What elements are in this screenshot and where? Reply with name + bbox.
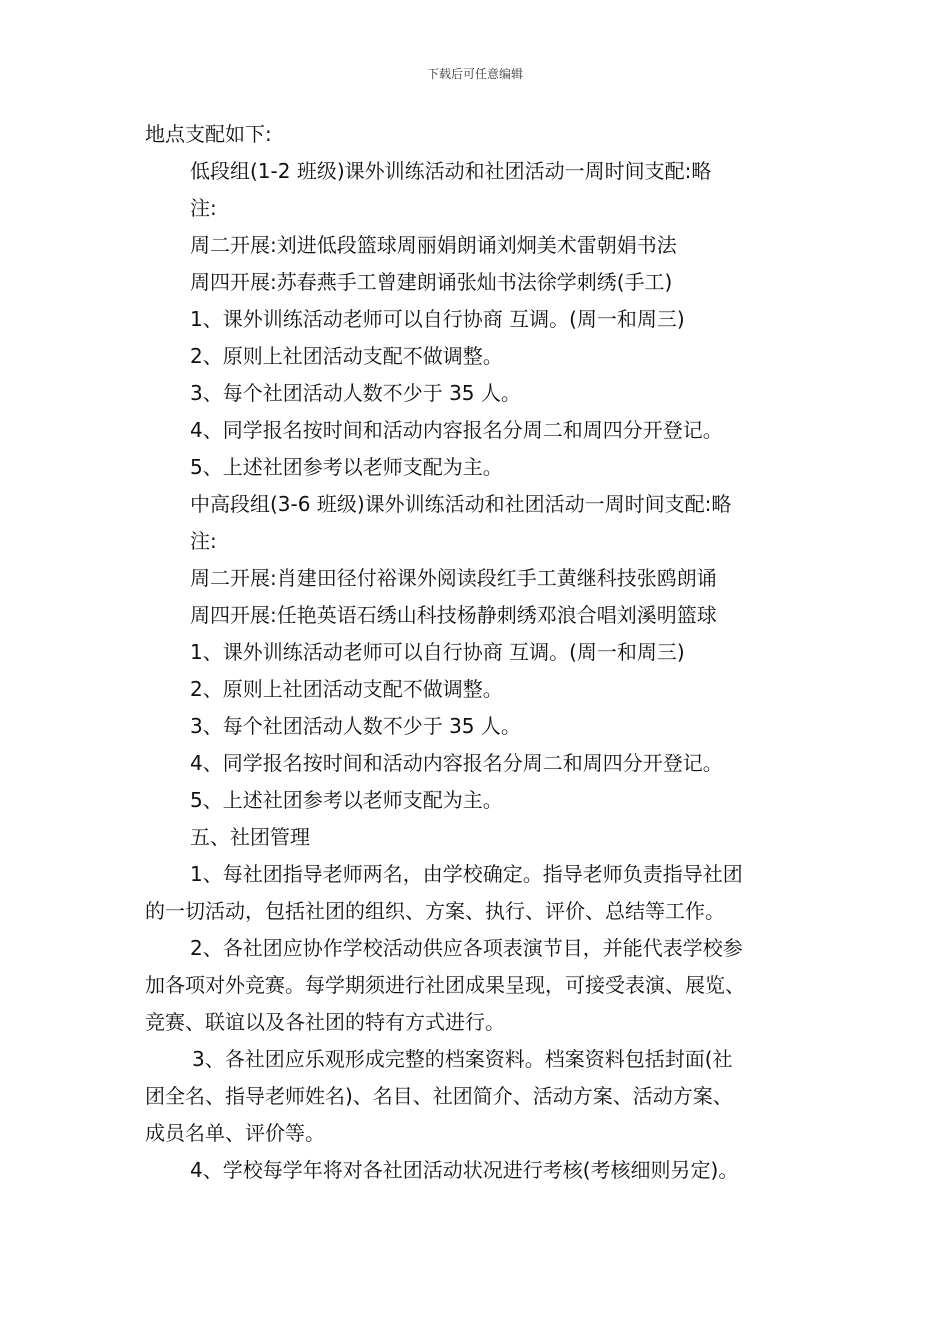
text-line: 周四开展:苏春燕手工曾建朗诵张灿书法徐学刺绣(手工) <box>190 270 673 294</box>
text-line: 的一切活动，包括社团的组织、方案、执行、评价、总结等工作。 <box>145 899 725 923</box>
text-line: 4、同学报名按时间和活动内容报名分周二和周四分开登记。 <box>190 418 723 442</box>
text-line: 周二开展:刘进低段篮球周丽娟朗诵刘炯美术雷朝娟书法 <box>190 233 677 257</box>
text-line: 2、原则上社团活动支配不做调整。 <box>190 344 503 368</box>
text-line: 3、各社团应乐观形成完整的档案资料。档案资料包括封面(社 <box>192 1047 733 1071</box>
text-line: 5、上述社团参考以老师支配为主。 <box>190 788 503 812</box>
text-line: 注: <box>190 529 217 553</box>
text-line: 地点支配如下: <box>145 122 272 146</box>
text-line: 1、课外训练活动老师可以自行协商 互调。(周一和周三) <box>190 640 685 664</box>
text-line: 1、每社团指导老师两名，由学校确定。指导老师负责指导社团 <box>190 862 743 886</box>
text-line: 周二开展:肖建田径付裕课外阅读段红手工黄继科技张鸥朗诵 <box>190 566 717 590</box>
text-line: 中高段组(3-6 班级)课外训练活动和社团活动一周时间支配:略 <box>190 492 732 516</box>
document-body <box>145 116 815 1189</box>
text-line: 3、每个社团活动人数不少于 35 人。 <box>190 381 521 405</box>
text-line: 成员名单、评价等。 <box>145 1121 325 1145</box>
text-line: 3、每个社团活动人数不少于 35 人。 <box>190 714 521 738</box>
text-line: 4、学校每学年将对各社团活动状况进行考核(考核细则另定)。 <box>190 1158 739 1182</box>
text-line: 加各项对外竞赛。每学期须进行社团成果呈现，可接受表演、展览、 <box>145 973 745 997</box>
text-line: 4、同学报名按时间和活动内容报名分周二和周四分开登记。 <box>190 751 723 775</box>
text-line: 1、课外训练活动老师可以自行协商 互调。(周一和周三) <box>190 307 685 331</box>
text-line: 五、社团管理 <box>190 825 310 849</box>
page-header: 下载后可任意编辑 <box>426 67 523 81</box>
text-line: 注: <box>190 196 217 220</box>
text-line: 团全名、指导老师姓名)、名目、社团简介、活动方案、活动方案、 <box>145 1084 733 1108</box>
text-line: 2、原则上社团活动支配不做调整。 <box>190 677 503 701</box>
text-line: 低段组(1-2 班级)课外训练活动和社团活动一周时间支配:略 <box>190 159 712 183</box>
text-line: 2、各社团应协作学校活动供应各项表演节目，并能代表学校参 <box>190 936 743 960</box>
text-line: 周四开展:任艳英语石绣山科技杨静刺绣邓浪合唱刘溪明篮球 <box>190 603 717 627</box>
text-line: 竞赛、联谊以及各社团的特有方式进行。 <box>145 1010 505 1034</box>
text-line: 5、上述社团参考以老师支配为主。 <box>190 455 503 479</box>
